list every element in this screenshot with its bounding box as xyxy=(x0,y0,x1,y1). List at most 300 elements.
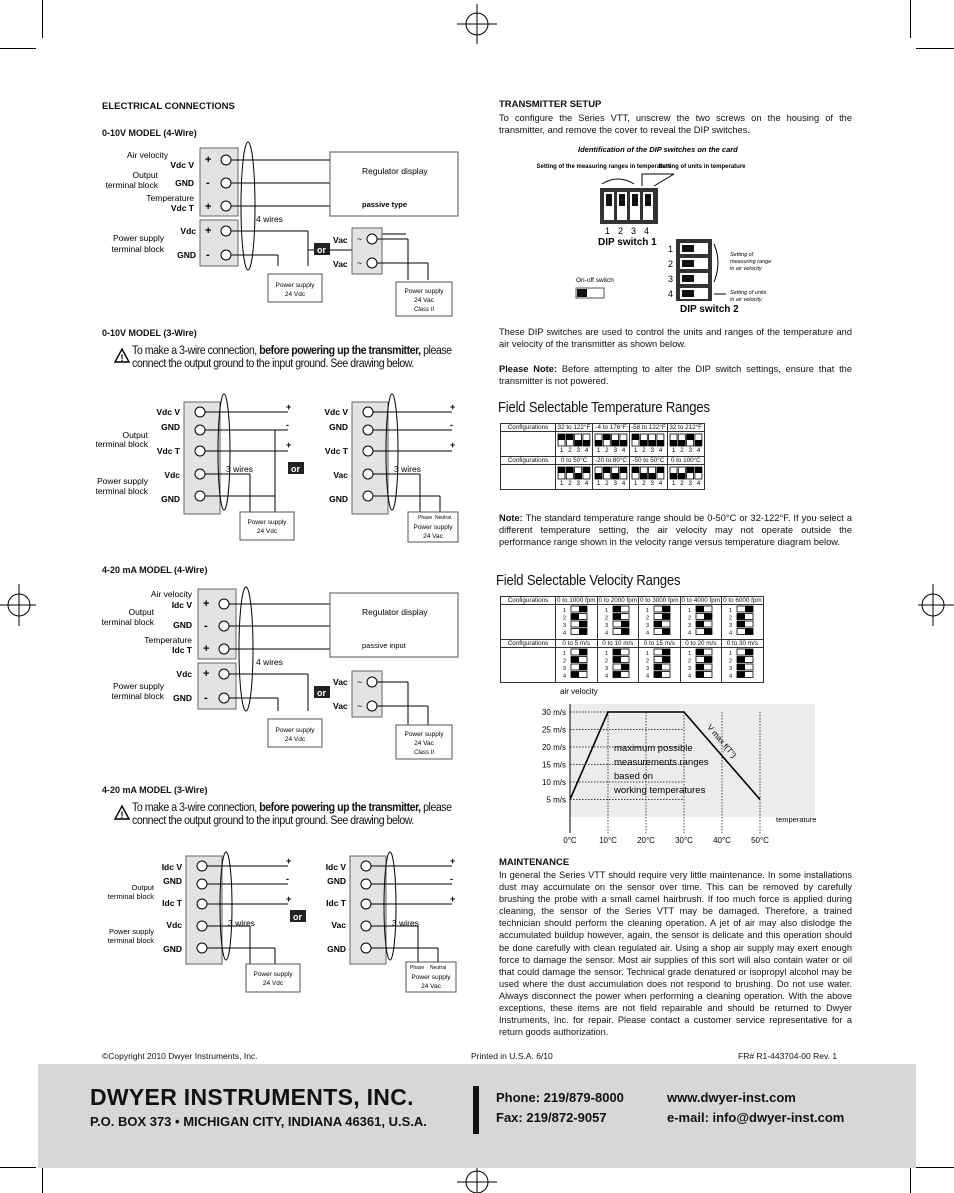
svg-text:GND: GND xyxy=(163,876,182,886)
chart-annotation: based on xyxy=(614,771,654,782)
svg-text:4 wires: 4 wires xyxy=(256,657,283,667)
svg-text:2: 2 xyxy=(642,448,647,454)
svg-text:Setting of the measuring range: Setting of the measuring ranges in temperature xyxy=(536,164,672,170)
svg-text:4: 4 xyxy=(659,481,663,487)
range-cell: 0 to 5 m/s xyxy=(556,640,598,648)
svg-text:Idc T: Idc T xyxy=(162,898,182,908)
dip-setting-icon xyxy=(631,433,665,453)
svg-text:Power supply: Power supply xyxy=(411,974,451,981)
svg-text:Power supply: Power supply xyxy=(96,476,148,486)
svg-text:GND: GND xyxy=(161,422,180,432)
svg-text:3: 3 xyxy=(687,666,691,672)
diag-label: terminal block xyxy=(105,180,158,190)
svg-text:~: ~ xyxy=(357,258,363,268)
svg-text:Class II: Class II xyxy=(413,307,435,313)
svg-text:Vdc T: Vdc T xyxy=(324,446,348,456)
svg-text:terminal block: terminal block xyxy=(95,486,148,496)
svg-text:Vdc: Vdc xyxy=(164,470,180,480)
svg-text:2: 2 xyxy=(687,615,691,622)
svg-text:+: + xyxy=(286,894,292,904)
svg-text:-: - xyxy=(450,420,453,430)
model-title: 4-20 mA MODEL (4-Wire) xyxy=(102,565,208,575)
range-cell: 0 to 50°C xyxy=(556,457,593,465)
svg-text:3: 3 xyxy=(650,448,655,454)
x-tick-label: 40°C xyxy=(713,836,731,845)
svg-text:3 wires: 3 wires xyxy=(392,918,419,928)
dip-text: These DIP switches are used to control the units and ranges of the temperature and air velocity of the transmitter as shown below. xyxy=(499,327,852,350)
crop-mark xyxy=(910,0,911,38)
svg-text:1: 1 xyxy=(605,226,611,236)
svg-text:Output: Output xyxy=(131,883,154,892)
y-tick-label: 30 m/s xyxy=(541,708,566,717)
y-tick-label: 15 m/s xyxy=(541,760,566,770)
dip-switch-diagram xyxy=(536,144,790,316)
svg-text:-: - xyxy=(204,692,208,704)
diag-label: passive type xyxy=(362,200,408,209)
svg-text:Vac: Vac xyxy=(333,235,348,245)
please-note: Please Note: Before attempting to alter the DIP switch settings, ensure that the transmitter is not powered. xyxy=(499,364,852,387)
svg-text:3: 3 xyxy=(576,481,580,487)
range-cell: 0 to 15 m/s xyxy=(639,640,681,648)
diag-label: Vdc V xyxy=(170,160,194,170)
svg-text:4: 4 xyxy=(621,481,626,487)
svg-text:Phase: Phase xyxy=(418,515,433,521)
warning-icon xyxy=(114,805,130,821)
svg-text:1: 1 xyxy=(646,651,650,657)
svg-text:4: 4 xyxy=(563,673,567,680)
svg-text:Vdc: Vdc xyxy=(166,920,182,930)
svg-text:terminal block: terminal block xyxy=(95,439,148,449)
svg-text:GND: GND xyxy=(161,494,180,504)
svg-text:2: 2 xyxy=(605,448,609,454)
svg-text:Idc V: Idc V xyxy=(325,862,346,872)
diag-label: 4 wires xyxy=(256,214,283,224)
svg-text:GND: GND xyxy=(329,422,348,432)
footer-banner xyxy=(38,1064,916,1168)
svg-text:2: 2 xyxy=(563,615,567,622)
svg-text:3: 3 xyxy=(687,623,691,629)
svg-text:3: 3 xyxy=(729,623,733,629)
svg-text:-: - xyxy=(204,620,208,632)
svg-text:Vac: Vac xyxy=(333,677,348,687)
range-cell: 32 to 122°F xyxy=(556,424,593,432)
dip-setting-icon xyxy=(688,648,714,680)
email-link[interactable]: e-mail: info@dwyer-inst.com xyxy=(667,1110,845,1125)
svg-text:passive input: passive input xyxy=(362,641,406,650)
x-tick-label: 50°C xyxy=(751,836,769,845)
website-link[interactable]: www.dwyer-inst.com xyxy=(667,1090,796,1105)
svg-text:1: 1 xyxy=(634,448,638,454)
model-title: 4-20 mA MODEL (3-Wire) xyxy=(102,785,208,795)
range-cell: 0 to 6000 fpm xyxy=(723,597,762,604)
svg-text:+: + xyxy=(450,440,456,450)
svg-text:3: 3 xyxy=(650,481,655,487)
svg-text:2: 2 xyxy=(605,481,609,487)
range-cell: 0 to 3000 fpm xyxy=(640,597,679,604)
maintenance-text: In general the Series VTT should require very little maintenance. In some installations dust may accumulate on the sensor over time. This can be removed by carefully brushing the probe with a small camel hairbrush. If too much force is applied during cleaning, the sensor of the Series VTT may be damaged. Therefore, a trained technician should perform the cleaning operation. A jet of air may also dislodge the accumulated buildup however, again, the sensor is delicate and this operation should be done carefully with clean regulated air. Using a shop air supply may exert enough force to damage the sensor. Most air supplies of this sort will also contain water or oil that could damage the sensor. Technical grade denatured or isopropyl alcohol may be used where the dust accumulation does not respond to brushing. Do not use water. Always disconnect the power when performing a cleaning operation. With the above exceptions, these items are not field repairable and should be returned to Dwyer Instruments, Inc. for repair. Please contact a customer service representative for a return goods authorization. xyxy=(499,870,852,1038)
svg-text:-: - xyxy=(206,177,210,189)
maintenance-heading: MAINTENANCE xyxy=(499,857,570,868)
range-cell: -20 to 80°C xyxy=(593,457,630,465)
svg-text:24 Vdc: 24 Vdc xyxy=(256,528,278,535)
svg-text:+: + xyxy=(203,668,210,680)
svg-text:3 wires: 3 wires xyxy=(394,464,421,474)
config-label: Configurations xyxy=(501,457,556,465)
copyright: ©Copyright 2010 Dwyer Instruments, Inc. xyxy=(102,1051,258,1061)
svg-text:24 Vac: 24 Vac xyxy=(423,533,443,540)
svg-text:Regulator display: Regulator display xyxy=(362,607,428,617)
range-cell: 0 to 30 m/s xyxy=(722,640,764,648)
svg-text:1: 1 xyxy=(729,608,733,614)
svg-text:3: 3 xyxy=(646,623,650,629)
svg-text:Vdc V: Vdc V xyxy=(156,407,180,417)
svg-text:+: + xyxy=(203,598,210,610)
svg-text:Neutral: Neutral xyxy=(430,965,447,971)
range-cell: -4 to 176°F xyxy=(593,424,630,432)
diag-label: Power supply xyxy=(112,233,164,243)
dip-setting-icon xyxy=(557,433,591,453)
svg-text:Power supply: Power supply xyxy=(247,519,287,526)
svg-text:3: 3 xyxy=(563,623,567,629)
dip-title: Identification of the DIP switches on the card xyxy=(578,145,738,154)
svg-text:4: 4 xyxy=(696,448,700,454)
svg-text:!: ! xyxy=(120,810,124,820)
temp-note: Note: The standard temperature range should be 0-50°C or 32-122°F. If you select a different temperature setting, the air velocity may not operate outside the performance range shown in the velocity range versus temperature diagram below. xyxy=(499,513,852,548)
svg-text:4: 4 xyxy=(604,630,608,637)
svg-text:1: 1 xyxy=(646,608,650,614)
svg-text:4: 4 xyxy=(646,630,650,637)
svg-text:terminal block: terminal block xyxy=(101,617,154,627)
svg-text:1: 1 xyxy=(563,608,567,614)
svg-text:2: 2 xyxy=(729,615,733,622)
svg-text:+: + xyxy=(205,201,212,213)
diag-label: terminal block xyxy=(111,244,164,254)
crop-mark xyxy=(0,48,36,49)
range-cell: 0 to 4000 fpm xyxy=(681,597,721,604)
svg-text:or: or xyxy=(317,688,326,698)
svg-text:Idc T: Idc T xyxy=(326,898,346,908)
svg-text:2: 2 xyxy=(604,658,608,665)
svg-text:4: 4 xyxy=(584,448,589,454)
dip-setting-icon xyxy=(669,433,703,453)
temp-range-table xyxy=(500,423,705,490)
svg-text:GND: GND xyxy=(327,944,346,954)
svg-text:Temperature: Temperature xyxy=(144,635,192,645)
range-cell: -50 to 50°C xyxy=(630,457,668,465)
svg-text:Vdc T: Vdc T xyxy=(156,446,180,456)
dip-setting-icon xyxy=(646,648,672,680)
svg-text:Neutral: Neutral xyxy=(435,515,452,521)
wiring-diagram-0-10v-3wire xyxy=(95,390,460,550)
svg-text:Vac: Vac xyxy=(333,701,348,711)
svg-text:3: 3 xyxy=(563,666,567,672)
svg-text:3: 3 xyxy=(668,274,674,284)
svg-text:Air velocity: Air velocity xyxy=(150,589,192,599)
svg-text:4: 4 xyxy=(584,481,589,487)
warning-icon xyxy=(114,348,130,364)
svg-text:~: ~ xyxy=(357,701,363,711)
svg-text:Setting of units: Setting of units xyxy=(730,290,767,296)
svg-text:2: 2 xyxy=(618,226,624,236)
registration-mark xyxy=(455,4,499,44)
svg-text:~: ~ xyxy=(357,677,363,687)
svg-text:~: ~ xyxy=(357,234,363,244)
dip-setting-icon xyxy=(669,466,703,486)
svg-text:GND: GND xyxy=(327,876,346,886)
svg-text:2: 2 xyxy=(680,448,684,454)
svg-text:+: + xyxy=(286,402,292,412)
svg-text:1: 1 xyxy=(671,448,676,454)
svg-text:terminal block: terminal block xyxy=(107,892,154,901)
svg-text:or: or xyxy=(291,464,300,474)
chart-annotation: working temperatures xyxy=(614,785,706,796)
svg-text:1: 1 xyxy=(604,651,608,657)
svg-text:measuring range: measuring range xyxy=(730,259,772,265)
range-cell: -58 to 122°F xyxy=(631,424,666,431)
velocity-range-table xyxy=(500,596,764,683)
svg-text:+: + xyxy=(450,856,456,866)
dip-setting-icon xyxy=(563,605,589,637)
svg-text:2: 2 xyxy=(680,481,684,487)
svg-text:2: 2 xyxy=(687,658,691,665)
dip-setting-icon xyxy=(646,605,672,637)
velocity-ranges-heading: Field Selectable Velocity Ranges xyxy=(496,573,681,589)
svg-text:in air velocity: in air velocity xyxy=(730,297,762,303)
svg-text:2: 2 xyxy=(646,615,650,622)
svg-text:+: + xyxy=(203,643,210,655)
svg-text:24 Vdc: 24 Vdc xyxy=(284,736,306,743)
svg-text:1: 1 xyxy=(597,448,601,454)
svg-text:3: 3 xyxy=(613,448,617,454)
svg-text:2: 2 xyxy=(563,658,567,665)
company-name: DWYER INSTRUMENTS, INC. xyxy=(90,1084,414,1110)
svg-text:Idc V: Idc V xyxy=(171,600,192,610)
dip-setting-icon xyxy=(605,648,631,680)
velocity-temperature-chart xyxy=(520,684,830,850)
svg-text:1: 1 xyxy=(604,608,608,614)
svg-text:4: 4 xyxy=(696,481,700,487)
printed-note: Printed in U.S.A. 6/10 xyxy=(471,1051,553,1061)
svg-text:1: 1 xyxy=(563,651,567,657)
svg-text:4: 4 xyxy=(659,448,663,454)
svg-text:2: 2 xyxy=(568,448,572,454)
svg-text:3: 3 xyxy=(576,448,580,454)
svg-text:-: - xyxy=(206,249,210,261)
svg-text:4: 4 xyxy=(729,673,733,680)
svg-text:Power supply: Power supply xyxy=(112,681,164,691)
y-tick-label: 25 m/s xyxy=(541,725,566,735)
svg-text:On-off switch: On-off switch xyxy=(576,277,614,284)
wiring-diagram-4-20ma-4wire xyxy=(101,585,463,765)
svg-text:1: 1 xyxy=(687,608,691,614)
svg-text:GND: GND xyxy=(173,620,192,630)
svg-text:Idc T: Idc T xyxy=(172,645,192,655)
svg-text:4: 4 xyxy=(644,226,650,236)
svg-text:4: 4 xyxy=(729,630,733,637)
svg-text:Power supply: Power supply xyxy=(108,927,154,936)
svg-text:Phase: Phase xyxy=(410,965,425,971)
svg-text:2: 2 xyxy=(668,259,674,269)
svg-text:+: + xyxy=(450,402,456,412)
x-axis-label: temperature xyxy=(776,815,817,824)
setup-heading: TRANSMITTER SETUP xyxy=(499,99,602,110)
svg-text:+: + xyxy=(286,440,292,450)
footer-divider xyxy=(473,1086,479,1134)
dip-setting-icon xyxy=(563,648,589,680)
svg-text:-: - xyxy=(286,420,289,430)
svg-text:24 Vdc: 24 Vdc xyxy=(262,980,284,987)
range-cell: 0 to 10 m/s xyxy=(597,640,639,648)
setup-text: To configure the Series VTT, unscrew the two screws on the housing of the transmitter, and remove the cover to reveal the DIP switches. xyxy=(499,113,852,136)
crop-mark xyxy=(916,1167,954,1168)
svg-text:Setting of units in temperatur: Setting of units in temperature xyxy=(658,164,746,170)
svg-text:2: 2 xyxy=(729,658,733,665)
dip-setting-icon xyxy=(631,466,665,486)
svg-text:GND: GND xyxy=(329,494,348,504)
svg-text:1: 1 xyxy=(668,244,674,254)
svg-text:1: 1 xyxy=(560,448,564,454)
svg-text:4: 4 xyxy=(687,673,691,680)
y-tick-label: 10 m/s xyxy=(541,778,566,787)
form-number: FR# R1-443704-00 Rev. 1 xyxy=(738,1051,838,1061)
svg-text:Vdc V: Vdc V xyxy=(324,407,348,417)
dip-setting-icon xyxy=(605,605,631,637)
svg-text:-: - xyxy=(450,874,453,884)
svg-text:or: or xyxy=(317,245,326,255)
svg-text:1: 1 xyxy=(597,481,601,487)
config-label: Configurations xyxy=(501,640,556,648)
svg-text:4: 4 xyxy=(621,448,626,454)
dip-setting-icon xyxy=(594,466,628,486)
svg-text:4: 4 xyxy=(604,673,608,680)
svg-text:3 wires: 3 wires xyxy=(226,464,253,474)
svg-text:Output: Output xyxy=(128,607,154,617)
svg-text:Vdc: Vdc xyxy=(176,669,192,679)
config-label: Configurations xyxy=(501,424,556,432)
svg-text:3 wires: 3 wires xyxy=(228,918,255,928)
x-tick-label: 30°C xyxy=(675,836,693,845)
svg-text:Power supply: Power supply xyxy=(404,731,444,738)
y-tick-label: 5 m/s xyxy=(546,795,566,805)
svg-text:3: 3 xyxy=(631,226,637,236)
svg-text:Output: Output xyxy=(122,430,148,440)
range-cell: 0 to 20 m/s xyxy=(680,640,722,648)
x-tick-label: 0°C xyxy=(563,836,577,845)
diag-label: Output xyxy=(132,170,158,180)
slope-label: V max f(T°) xyxy=(705,722,739,760)
registration-mark xyxy=(0,580,36,630)
svg-text:3: 3 xyxy=(604,623,608,629)
svg-text:3: 3 xyxy=(613,481,617,487)
dip-setting-icon xyxy=(594,433,628,453)
diag-label: GND xyxy=(175,178,194,188)
model-title: 0-10V MODEL (3-Wire) xyxy=(102,328,197,338)
diag-label: GND xyxy=(177,250,196,260)
svg-text:24 Vac: 24 Vac xyxy=(414,740,434,747)
svg-text:24 Vac: 24 Vac xyxy=(421,983,441,990)
svg-text:2: 2 xyxy=(568,481,572,487)
svg-text:3: 3 xyxy=(646,666,650,672)
chart-annotation: maximum possible xyxy=(614,743,693,754)
svg-text:+: + xyxy=(286,856,292,866)
dip-setting-icon xyxy=(729,648,755,680)
crop-mark xyxy=(0,1167,36,1168)
svg-text:3: 3 xyxy=(688,448,692,454)
range-cell: 0 to 2000 fpm xyxy=(598,597,638,604)
range-cell: 32 to 212°F xyxy=(667,424,704,432)
config-label: Configurations xyxy=(501,597,556,605)
svg-text:+: + xyxy=(450,894,456,904)
diag-label: Vdc xyxy=(180,226,196,236)
svg-text:terminal block: terminal block xyxy=(107,936,154,945)
dip-setting-icon xyxy=(688,605,714,637)
svg-text:4: 4 xyxy=(563,630,567,637)
x-tick-label: 10°C xyxy=(599,836,617,845)
registration-mark xyxy=(918,580,954,630)
svg-text:Power supply: Power supply xyxy=(275,727,315,734)
svg-text:Power supply: Power supply xyxy=(404,288,444,295)
model-title: 0-10V MODEL (4-Wire) xyxy=(102,128,197,138)
diag-label: Regulator display xyxy=(362,166,428,176)
svg-text:3: 3 xyxy=(604,666,608,672)
svg-text:Vac: Vac xyxy=(333,470,348,480)
svg-text:+: + xyxy=(205,154,212,166)
svg-text:4: 4 xyxy=(668,289,674,299)
range-cell: 0 to 1000 fpm xyxy=(557,597,596,604)
phone: Phone: 219/879-8000 xyxy=(496,1090,624,1105)
y-axis-label: air velocity xyxy=(560,687,598,696)
temp-ranges-heading: Field Selectable Temperature Ranges xyxy=(498,400,710,416)
svg-text:terminal block: terminal block xyxy=(111,691,164,701)
svg-text:1: 1 xyxy=(671,481,676,487)
diag-label: Temperature xyxy=(146,193,194,203)
fax: Fax: 219/872-9057 xyxy=(496,1110,607,1125)
dip-setting-icon xyxy=(557,466,591,486)
warning-text: To make a 3-wire connection, before powering up the transmitter, please connect the output ground to the input ground. See drawing below. xyxy=(132,802,452,827)
svg-text:Vac: Vac xyxy=(331,920,346,930)
svg-text:1: 1 xyxy=(687,651,691,657)
wiring-diagram-0-10v-4wire xyxy=(105,140,463,320)
svg-text:Power supply: Power supply xyxy=(275,282,315,289)
dip-setting-icon xyxy=(729,605,755,637)
svg-text:Power supply: Power supply xyxy=(413,524,453,531)
svg-text:3: 3 xyxy=(729,666,733,672)
range-cell: 0 to 100°C xyxy=(667,457,704,465)
svg-text:Vac: Vac xyxy=(333,259,348,269)
svg-text:Class II: Class II xyxy=(413,750,435,756)
svg-text:Idc V: Idc V xyxy=(161,862,182,872)
svg-text:24 Vdc: 24 Vdc xyxy=(284,291,306,298)
chart-annotation: measurements ranges xyxy=(614,757,709,768)
svg-text:GND: GND xyxy=(163,944,182,954)
svg-text:4: 4 xyxy=(646,673,650,680)
warning-text: To make a 3-wire connection, before powering up the transmitter, please connect the output ground to the input ground. See drawing below. xyxy=(132,345,452,370)
svg-text:+: + xyxy=(205,225,212,237)
svg-text:1: 1 xyxy=(634,481,638,487)
crop-mark xyxy=(916,48,954,49)
svg-text:or: or xyxy=(293,912,302,922)
svg-text:!: ! xyxy=(120,353,124,363)
svg-text:4: 4 xyxy=(687,630,691,637)
svg-text:2: 2 xyxy=(642,481,647,487)
svg-text:DIP switch 2: DIP switch 2 xyxy=(680,304,739,315)
svg-text:2: 2 xyxy=(646,658,650,665)
svg-text:GND: GND xyxy=(173,693,192,703)
svg-text:24 Vac: 24 Vac xyxy=(414,297,434,304)
x-tick-label: 20°C xyxy=(637,836,655,845)
svg-text:Power supply: Power supply xyxy=(253,971,293,978)
company-address: P.O. BOX 373 • MICHIGAN CITY, INDIANA 46361, U.S.A. xyxy=(90,1114,427,1129)
